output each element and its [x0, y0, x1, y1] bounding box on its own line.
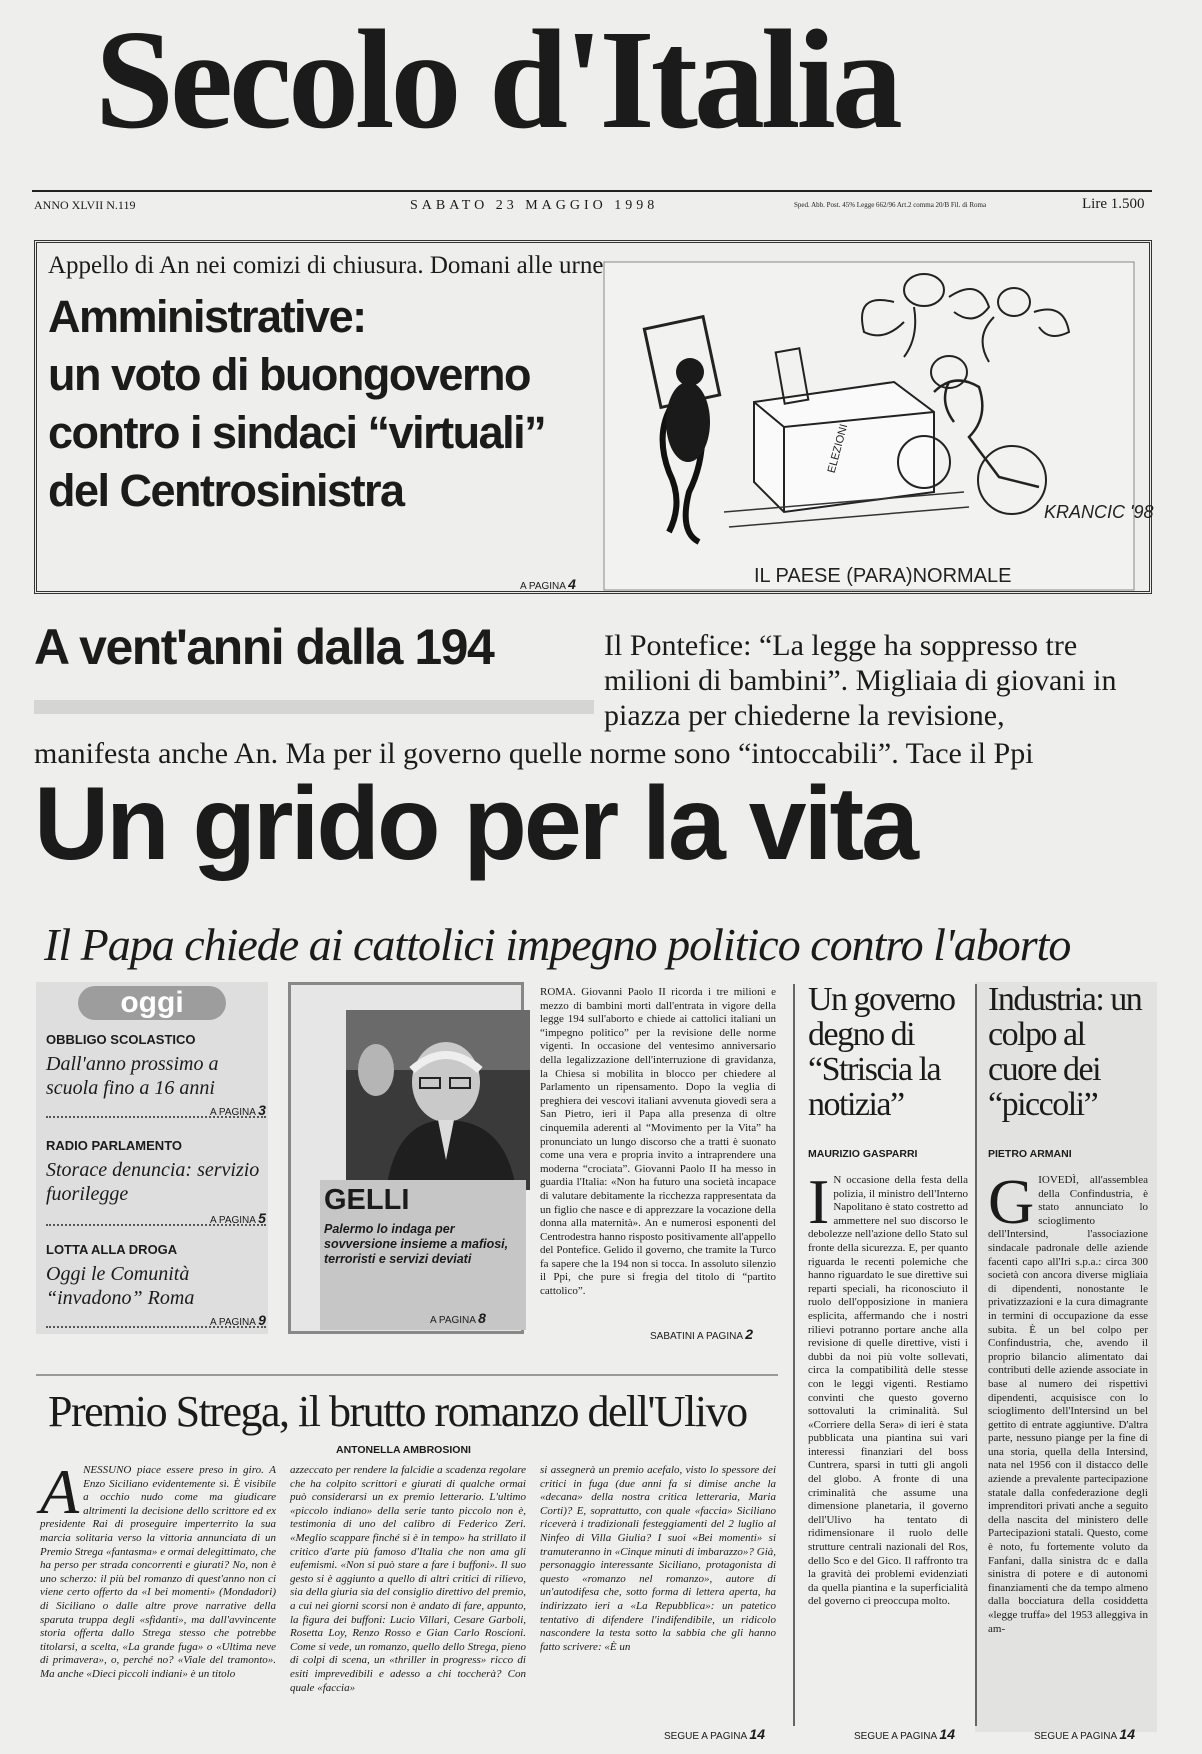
cartoon-caption: IL PAESE (PARA)NORMALE: [754, 565, 1012, 587]
editorial-headline: Industria: un colpo al cuore dei “piccoli”: [988, 981, 1142, 1123]
oggi-item-page-ref: A PAGINA 3: [210, 1102, 266, 1118]
drop-cap: A: [40, 1456, 80, 1527]
lead-body: ROMA. Giovanni Paolo II ricorda i tre milioni e mezzo di bambini morti dall'entrata in vigore della legge 194 sull'aborto e chiede ai cattolici italiani un “impegno politico” per la revisione delle norme vigenti. In occasione del ventesimo anniversario della legalizzazione dell'interruzione di gravidanza, la Chiesa si mobilita in blocco per chiedere al Parlamento un ripensamento. Dopo la veglia di preghiera dei vescovi italiani avvenuta giovedì sera a San Pietro, ieri il Papa alla presenza di oltre cinquemila aderenti al “Movimento per la Vita” ha pronunciato un lungo discorso che a tratti è suonato come una vera e propria invito a intraprendere una moderna “crociata”. Giovanni Paolo II ha messo in guardia l'Italia: «Non ha futuro una società incapace di valutare debitamente la ricchezza rappresentata da un figlio che nasce e di apprezzare la vocazione della donna alla maternità». An e numerosi esponenti del Centrodestra hanno risposto positivamente all'appello del Pontefice. Gelido il governo, che tramite la Turco fa sapere che la 194 non si tocca. In assoluto silenzio il Ppi, che pure si fregia del titolo di “partito cattolico”.: [540, 986, 776, 1298]
headline-line: Amministrative:: [48, 291, 366, 342]
postal-note: Sped. Abb. Post. 45% Legge 662/96 Art.2 comma 20/B Fil. di Roma: [794, 201, 987, 209]
strega-byline: ANTONELLA AMBROSIONI: [336, 1444, 471, 1456]
column-divider: [793, 984, 795, 1726]
oggi-item-page-ref: A PAGINA 9: [210, 1312, 266, 1328]
oggi-item-title: LOTTA ALLA DROGA: [46, 1242, 178, 1257]
editorial-body: I N occasione della festa della polizia, il ministro dell'Interno Napolitano è stato costretto ad ammettere nel suo discorso le debolezze nell'azione dello Stato sul fronte della sicurezza. E, per quanto riguarda le recenti polemiche che hanno riguardato le sue direttive sui reparti speciali, ha riconosciuto il ruolo dell'opposizione in maniera esplicita, affermando che i nostri rilievi potranno portare anche alla revisione di quelle direttive, visti i dubbi da noi più volte sollevati, circa la compatibilità delle stesse con le leggi vigenti. Restiamo convinti che questo governo sottovaluti la criminalità. Sul «Corriere della Sera» di ieri è stata pubblicata una piantina sui vari interessi finanziari del boss Cuntrera, sparsi in tutti gli angoli del globo. A fronte di una criminalità che assume una dimensione planetaria, il governo dell'Ulivo ha tentato di ridimensionare il ruolo delle strutture centrali nazionali del Ros, dello Sco e del Gico. Il raffronto tra la gravità dei problemi evidenziati da quella piantina e la superficialità del governo ci preoccupa molto.: [808, 1166, 968, 1608]
gelli-text: Palermo lo indaga per sovversione insieme a mafiosi, terroristi e servizi deviati: [324, 1222, 509, 1266]
lead-label-rule: [34, 700, 594, 714]
lead-deck: Il Pontefice: “La legge ha soppresso tre milioni di bambini”. Migliaia di giovani in piazza per chiederne la revisione,: [604, 629, 1117, 732]
cartoon-signature: KRANCIC '98: [1044, 502, 1154, 522]
top-story-headline: [48, 288, 608, 520]
lead-label: A vent'anni dalla 194: [34, 619, 494, 675]
oggi-item-page-ref: A PAGINA 5: [210, 1210, 266, 1226]
oggi-badge: oggi: [78, 986, 226, 1020]
headline-line: un voto di buongoverno: [48, 349, 530, 400]
lead-deck-continued: manifesta anche An. Ma per il governo quelle norme sono “intoccabili”. Tace il Ppi: [34, 737, 1034, 770]
issue-bar: [32, 190, 1152, 222]
editorial-headline: Un governo degno di “Striscia la notizia”: [808, 981, 955, 1123]
ballot-label: ELEZIONI: [825, 422, 851, 475]
editorial-body: GIOVEDÌ, all'assemblea della Confindustria, è stato annunciato lo scioglimento dell'Intersind, l'associazione sindacale padronale delle aziende facenti capo all'Iri s.p.a.: circa 300 società con ancora diverse migliaia di dipendenti, nonostante le privatizzazioni e la cura dimagrante in termini di occupazione da esse subita. È un bel colpo per Confindustria, che, avendo il proprio bilancio alimentato dai contributi delle aziende associate in base al numero dei rispettivi dipendenti, acquisisce con lo scioglimento dell'Intersind un bel gettito di entrate aggiuntive. D'altra parte, nessuno piange per la fine di una storia, quella della Intersind, nata nel 1956 con il distacco delle aziende a prevalente partecipazione statale dalla confederazione degli imprenditori privati anche a seguito della nascita del ministero delle Partecipazioni statali. Questo, come è noto, fu fortemente voluto da Fanfani, dalla sinistra dc e dalla sinistra di potere e di autonomi finanziamenti che da tempo almeno dalla bocciatura della cosiddetta «legge truffa» del 1953 alleggiva in am-: [988, 1166, 1148, 1635]
strega-column: azzeccato per rendere la falcidie a scadenza regolare che ha colpito scrittori e giurati di qualche ormai può considerarsi un ex premio letterario. L'ultimo «piccolo indiano» della serie tanto piccolo non è, testimonia di uno del calibro di Federico Zeri. «Meglio scappare finché si è in tempo» ha strillato il critico d'arte più famoso d'Italia che non ama gli eufemismi. «Non si può stare a fare i buffoni». Il suo gesto si è aggiunto a quello di altri critici di rilievo, sia della giuria sia del consiglio direttivo del premio, a cui nei giorni scorsi non è andato di fare, appunto, la figura dei buffoni: Lucio Villari, Cesare Garboli, Rosetta Loy, Renzo Rosso e Gian Carlo Roscioni. Come si vede, un romanzo, quello dello Strega, pieno di colpi di scena, un «thriller in progress» ricco di esiti imprevedibili e adesso a chi toccherà? Con quale «faccia»: [290, 1464, 526, 1694]
headline-line: contro i sindaci “virtuali”: [48, 407, 546, 458]
strega-page-ref: SEGUE A PAGINA 14: [664, 1726, 765, 1742]
oggi-item-title: OBBLIGO SCOLASTICO: [46, 1032, 196, 1047]
strega-column: ANESSUNO piace essere preso in giro. A Enzo Siciliano evidentemente sì. È visibile a occhio nudo come ma giudicare altrimenti la decisione dello scrittore ed ex presidente Rai di proseguire imperterrito la sua marcia solitaria verso la vittoria annunciata di un Premio Strega «fantasma» e ormai delegittimato, che ha perso per strada concorrenti e giurati? No, non è uno scherzo: il più bel romanzo di quest'anno non ci viene certo offerto da «I bei momenti» (Mondadori) di Siciliano o dalle altre prove narrative della sparuta truppa degli «sfidanti», ma dall'avvincente storia offerta dallo Strega stesso che potrebbe titolarsi, a scelta, «La grande fuga» o «Ultima neve di primavera», o, perché no? «Viale del tramonto». Ma anche «Dieci piccoli indiani» è un titolo: [40, 1456, 276, 1680]
price: Lire 1.500: [1082, 196, 1145, 212]
oggi-item-title: RADIO PARLAMENTO: [46, 1138, 183, 1153]
oggi-item-text: Storace denuncia: servizio fuorilegge: [46, 1159, 260, 1205]
strega-column: si assegnerà un premio acefalo, visto lo spessore dei critici in fuga (due anni fa si dimise anche la «decana» della nostra critica letteraria, Maria Corti)? E, soprattutto, con quale «faccia» Siciliano riceverà i tradizionali festeggiamenti del 2 luglio al Ninfeo di Villa Giulia? I suoi «Bei momenti» si tramuteranno in «Cinque minuti di imbarazzo»? Già, personaggio interessante Siciliano, protagonista di questo «romanzo nel romanzo», autore di un'autodifesa che, sotto forma di lettera aperta, ha indirizzato ieri a «La Repubblica»: un patetico tentativo di difendere l'indifendibile, un ridicolo nascondere la testa sotto la sabbia che gli hanno fatto scrivere: «È un: [540, 1464, 776, 1653]
top-story-page-ref: A PAGINA 4: [520, 576, 576, 592]
cartoon-illustration: [604, 262, 1154, 590]
gelli-title: GELLI: [324, 1184, 410, 1216]
gelli-page-ref: A PAGINA 8: [430, 1310, 486, 1326]
issue-number: ANNO XLVII N.119: [34, 198, 136, 212]
section-separator: [36, 1374, 778, 1376]
editorial-byline: PIETRO ARMANI: [988, 1148, 1072, 1160]
strega-headline: Premio Strega, il brutto romanzo dell'Ulivo: [48, 1387, 747, 1436]
editorial-page-ref: SEGUE A PAGINA 14: [1034, 1726, 1135, 1742]
oggi-item-text: Oggi le Comunità “invadono” Roma: [46, 1263, 195, 1309]
issue-date: SABATO 23 MAGGIO 1998: [410, 198, 659, 213]
oggi-item-text: Dall'anno prossimo a scuola fino a 16 anni: [46, 1053, 219, 1099]
column-divider: [975, 984, 977, 1726]
masthead-title: Secolo d'Italia: [95, 0, 899, 158]
editorial-byline: MAURIZIO GASPARRI: [808, 1148, 918, 1160]
gelli-photo: [346, 1010, 530, 1190]
main-headline: Un grido per la vita: [34, 766, 916, 882]
main-subheadline: Il Papa chiede ai cattolici impegno politico contro l'aborto: [44, 919, 1071, 970]
drop-cap: G: [988, 1166, 1035, 1237]
lead-page-ref: SABATINI A PAGINA 2: [650, 1326, 754, 1342]
headline-line: del Centrosinistra: [48, 465, 404, 516]
top-story-kicker: Appello di An nei comizi di chiusura. Domani alle urne: [48, 252, 604, 279]
editorial-page-ref: SEGUE A PAGINA 14: [854, 1726, 955, 1742]
drop-cap: I: [808, 1166, 830, 1237]
